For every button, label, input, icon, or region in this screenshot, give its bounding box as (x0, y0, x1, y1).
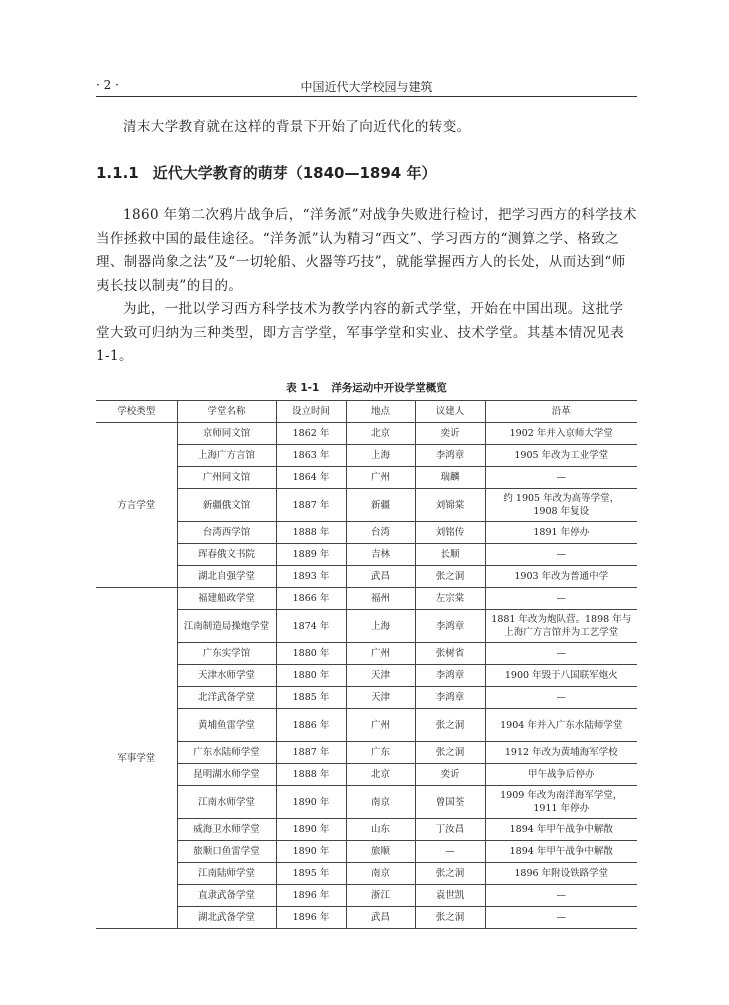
school-type-cell: 方言学堂 (96, 423, 177, 588)
book-title: 中国近代大学校园与建筑 (300, 80, 433, 94)
table-row (96, 907, 637, 929)
table-row (96, 786, 637, 819)
table-row (96, 764, 637, 786)
table-cell: 1866 年 (276, 588, 346, 610)
table-row (96, 566, 637, 588)
table-cell: 上海广方言馆 (177, 445, 276, 467)
table-cell: 北京 (346, 423, 415, 445)
table-cell: 1896 年附设铁路学堂 (485, 863, 637, 885)
table-header-row (96, 401, 637, 423)
table-caption (96, 380, 637, 395)
section-title: 近代大学教育的萌芽（1840—1894 年） (152, 164, 437, 182)
table-cell: 1863 年 (276, 445, 346, 467)
table-cell: 江南水师学堂 (177, 786, 276, 819)
table-cell: 北洋武备学堂 (177, 687, 276, 709)
table-row (96, 819, 637, 841)
table-cell: 湖北自强学堂 (177, 566, 276, 588)
table-cell: 天津 (346, 665, 415, 687)
table-cell: 1874 年 (276, 610, 346, 643)
table-cell: 袁世凯 (415, 885, 485, 907)
table-cell: — (415, 841, 485, 863)
table-cell: 旅顺 (346, 841, 415, 863)
table-row (96, 885, 637, 907)
table-cell: 1891 年停办 (485, 522, 637, 544)
table-cell: 曾国荃 (415, 786, 485, 819)
paragraph: 清末大学教育就在这样的背景下开始了向近代化的转变。 (123, 119, 471, 135)
table-cell: 左宗棠 (415, 588, 485, 610)
table-cell: 瑞麟 (415, 467, 485, 489)
section-heading (96, 162, 436, 183)
paragraph: 1860 年第二次鸦片战争后，“洋务派”对战争失败进行检讨，把学习西方的科学技术当作拯救中国的最佳途径。“洋务派”认为精习“西文”、学习西方的“测算之学、格致之理、制器尚象之法”及“一切轮船、火器等巧技”，就能掌握西方人的长处，从而达到“师夷长技以制夷”的目的。 (96, 207, 637, 294)
table-cell: 上海 (346, 610, 415, 643)
table-cell: 广东水陆师学堂 (177, 742, 276, 764)
table-cell: 刘铭传 (415, 522, 485, 544)
table-cell: 广州 (346, 467, 415, 489)
table-cell: 张树省 (415, 643, 485, 665)
table-cell: 1885 年 (276, 687, 346, 709)
table-cell: 江南陆师学堂 (177, 863, 276, 885)
table-cell: 黄埔鱼雷学堂 (177, 709, 276, 742)
table-row (96, 445, 637, 467)
table-cell: 1902 年并入京师大学堂 (485, 423, 637, 445)
table-cell: 1903 年改为普通中学 (485, 566, 637, 588)
table-row (96, 467, 637, 489)
table-cell: 长顺 (415, 544, 485, 566)
table-cell: 1881 年改为炮队营。1898 年与上海广方言馆并为工艺学堂 (485, 610, 637, 643)
table-cell: 1880 年 (276, 643, 346, 665)
table-cell: 广东实学馆 (177, 643, 276, 665)
table-cell: 1888 年 (276, 764, 346, 786)
running-header (96, 76, 637, 97)
table-cell: 威海卫水师学堂 (177, 819, 276, 841)
table-row (96, 489, 637, 522)
table-cell: 1889 年 (276, 544, 346, 566)
table-cell: 甲午战争后停办 (485, 764, 637, 786)
table-cell: 李鸿章 (415, 665, 485, 687)
table-cell: 江南制造局操炮学堂 (177, 610, 276, 643)
table-cell: 北京 (346, 764, 415, 786)
table-cell: 南京 (346, 863, 415, 885)
table-cell: 1905 年改为工业学堂 (485, 445, 637, 467)
table-row (96, 742, 637, 764)
table-cell: 张之洞 (415, 566, 485, 588)
table-cell: 台湾西学馆 (177, 522, 276, 544)
table-row (96, 522, 637, 544)
table-cell: 1862 年 (276, 423, 346, 445)
table-cell: 刘锦棠 (415, 489, 485, 522)
table-cell: 吉林 (346, 544, 415, 566)
table-cell: 新疆 (346, 489, 415, 522)
table-cell: 南京 (346, 786, 415, 819)
table-cell: 1894 年甲午战争中解散 (485, 841, 637, 863)
table-cell: 1890 年 (276, 819, 346, 841)
table-cell: 张之洞 (415, 907, 485, 929)
column-header: 沿革 (485, 401, 637, 423)
table-row (96, 643, 637, 665)
table-cell: 张之洞 (415, 742, 485, 764)
table-cell: 1912 年改为黄埔海军学校 (485, 742, 637, 764)
table-cell: — (485, 687, 637, 709)
table-row (96, 863, 637, 885)
table-cell: — (485, 907, 637, 929)
paragraph: 为此，一批以学习西方科学技术为教学内容的新式学堂，开始在中国出现。这批学堂大致可归纳为三种类型，即方言学堂，军事学堂和实业、技术学堂。其基本情况见表 1-1。 (96, 301, 625, 364)
school-type-cell: 军事学堂 (96, 588, 177, 929)
table-cell: 丁汝昌 (415, 819, 485, 841)
table-cell: 新疆俄文馆 (177, 489, 276, 522)
table-cell: 珲春俄文书院 (177, 544, 276, 566)
table-cell: 广州 (346, 709, 415, 742)
column-header: 设立时间 (276, 401, 346, 423)
table-row (96, 588, 637, 610)
section-number: 1.1.1 (96, 164, 139, 182)
table-row (96, 709, 637, 742)
table-cell: 福建船政学堂 (177, 588, 276, 610)
table-cell: 广东 (346, 742, 415, 764)
table-cell: — (485, 544, 637, 566)
table-cell: 浙江 (346, 885, 415, 907)
table-cell: 武昌 (346, 566, 415, 588)
column-header: 地点 (346, 401, 415, 423)
table-cell: 1880 年 (276, 665, 346, 687)
table-cell: 昆明湖水师学堂 (177, 764, 276, 786)
table-number: 表 1-1 (286, 382, 320, 394)
table-cell: 1893 年 (276, 566, 346, 588)
table-cell: 约 1905 年改为高等学堂， 1908 年复设 (485, 489, 637, 522)
table-cell: 张之洞 (415, 863, 485, 885)
table-cell: 1896 年 (276, 885, 346, 907)
table-cell: 湖北武备学堂 (177, 907, 276, 929)
table-cell: 广州同文馆 (177, 467, 276, 489)
table-title: 洋务运动中开设学堂概览 (331, 382, 447, 394)
column-header: 学校类型 (96, 401, 177, 423)
table-cell: 京师同文馆 (177, 423, 276, 445)
table-cell: 上海 (346, 445, 415, 467)
table-cell: 1909 年改为南洋海军学堂， 1911 年停办 (485, 786, 637, 819)
table-cell: — (485, 885, 637, 907)
table-cell: 1900 年毁于八国联军炮火 (485, 665, 637, 687)
table-cell: 1896 年 (276, 907, 346, 929)
table-cell: 1886 年 (276, 709, 346, 742)
table-cell: 1887 年 (276, 742, 346, 764)
table-cell: 1890 年 (276, 841, 346, 863)
page-number: · 2 · (96, 78, 119, 92)
table-cell: 天津水师学堂 (177, 665, 276, 687)
table-cell: 武昌 (346, 907, 415, 929)
table-cell: 张之洞 (415, 709, 485, 742)
table-cell: 李鸿章 (415, 445, 485, 467)
table-cell: — (485, 467, 637, 489)
table-cell: 奕䜣 (415, 764, 485, 786)
table-row (96, 423, 637, 445)
table-cell: — (485, 643, 637, 665)
table-row (96, 610, 637, 643)
schools-table (96, 400, 637, 929)
table-cell: 天津 (346, 687, 415, 709)
table-cell: 李鸿章 (415, 687, 485, 709)
table-cell: 1895 年 (276, 863, 346, 885)
column-header: 议建人 (415, 401, 485, 423)
column-header: 学堂名称 (177, 401, 276, 423)
table-cell: 1904 年并入广东水陆师学堂 (485, 709, 637, 742)
table-cell: 福州 (346, 588, 415, 610)
table-row (96, 687, 637, 709)
table-cell: 台湾 (346, 522, 415, 544)
table-cell: 1888 年 (276, 522, 346, 544)
table-cell: 1887 年 (276, 489, 346, 522)
table-row (96, 544, 637, 566)
table-cell: 旅顺口鱼雷学堂 (177, 841, 276, 863)
table-cell: 广州 (346, 643, 415, 665)
table-cell: 直隶武备学堂 (177, 885, 276, 907)
table-cell: 1864 年 (276, 467, 346, 489)
table-row (96, 665, 637, 687)
table-cell: 山东 (346, 819, 415, 841)
table-row (96, 841, 637, 863)
table-cell: — (485, 588, 637, 610)
table-cell: 奕䜣 (415, 423, 485, 445)
table-cell: 1894 年甲午战争中解散 (485, 819, 637, 841)
table-cell: 1890 年 (276, 786, 346, 819)
table-cell: 李鸿章 (415, 610, 485, 643)
